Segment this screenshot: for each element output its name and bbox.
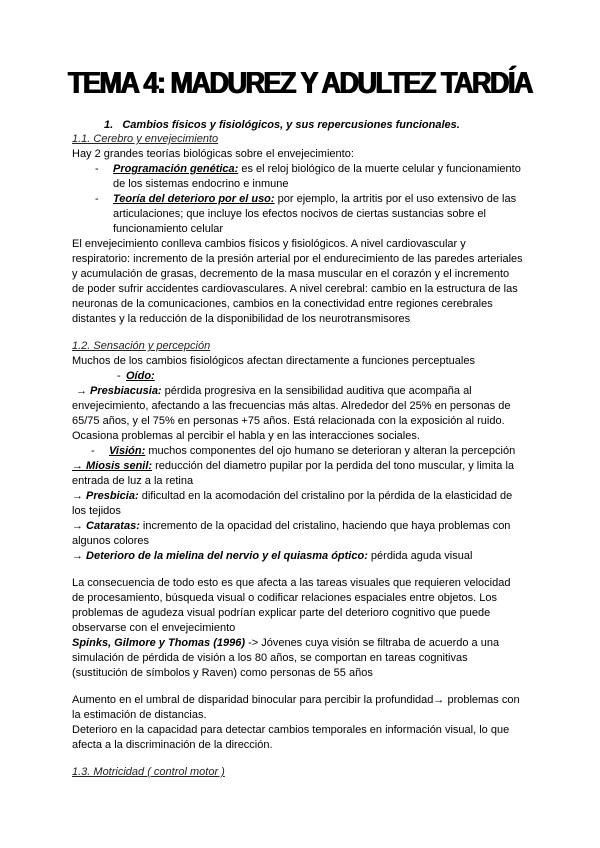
- deterioro-mielina: → Deterioro de la mielina del nervio y el quiasma óptico: pérdida aguda visual: [72, 550, 473, 562]
- bullet-dash: -: [91, 445, 95, 457]
- presbiacusia: → Presbiacusia: pérdida progresiva en la sensibilidad auditiva que acompaña al: [76, 385, 472, 397]
- paragraph-line: Hay 2 grandes teorías biológicas sobre el envejecimiento:: [72, 148, 354, 160]
- paragraph-line: los tejidos: [72, 505, 121, 517]
- paragraph-line: entrada de luz a la retina: [72, 475, 194, 487]
- section-1-2-title: 1.2. Sensación y percepción: [72, 340, 211, 352]
- paragraph-line: de procesamiento, búsqueda visual o codificar relaciones espaciales entre objetos. Los: [72, 592, 497, 604]
- paragraph-line: respiratorio: incremento de la presión arterial por el endurecimiento de las paredes arteriales: [72, 253, 523, 265]
- paragraph-line: distantes y la reducción de la disponibilidad de los neurotransmisores: [72, 313, 411, 325]
- paragraph-line: funcionamiento celular: [113, 223, 224, 235]
- bullet-dash: -: [117, 370, 121, 382]
- paragraph-line: (sustitución de símbolos y Raven) como personas de 55 años: [72, 667, 373, 679]
- paragraph-line: problemas de agudeza visual podrían explicar parte del deterioro cognitivo que puede: [72, 607, 491, 619]
- theory-wear: Teoría del deterioro por el uso: por ejemplo, la artritis por el uso extensivo de las: [113, 193, 517, 205]
- paragraph-line: neuronas de la comunicaciones, cambios en la conectividad entre regiones cerebrales: [72, 298, 493, 310]
- paragraph-line: afecta a la discriminación de la dirección.: [72, 739, 273, 751]
- paragraph-line: algunos colores: [72, 535, 150, 547]
- paragraph-line: de los sistemas endocrino e inmune: [113, 178, 289, 190]
- paragraph-line: Deterioro en la capacidad para detectar cambios temporales en información visual, lo que: [72, 724, 510, 736]
- paragraph-line: articulaciones; que incluye los efectos nocivos de ciertas sustancias sobre el: [113, 208, 486, 220]
- paragraph-line: El envejecimiento conlleva cambios físicos y fisiológicos. A nivel cardiovascular y: [72, 238, 466, 250]
- bullet-dash: -: [95, 163, 99, 175]
- paragraph-line: Aumento en el umbral de disparidad binocular para percibir la profundidad→ problemas con: [72, 694, 520, 706]
- heading-1: 1. Cambios físicos y fisiológicos, y sus repercusiones funcionales.: [104, 119, 460, 131]
- oido-heading: Oído:: [126, 370, 155, 382]
- miosis-senil: → Miosis senil: reducción del diametro pupilar por la perdida del tono muscular, y limita la: [72, 460, 515, 472]
- paragraph-line: y acumulación de grasas, decremento de la masa muscular en el corazón y el incremento: [72, 268, 510, 280]
- paragraph-line: simulación de pérdida de visión a los 80 años, se comportan en tareas cognitivas: [72, 652, 468, 664]
- vision-heading: Visión: muchos componentes del ojo humano se deterioran y alteran la percepción: [109, 445, 516, 457]
- theory-genetic: Programación genética: es el reloj biológico de la muerte celular y funcionamiento: [113, 163, 521, 175]
- cataratas: → Cataratas: incremento de la opacidad del cristalino, haciendo que haya problemas con: [72, 520, 511, 532]
- paragraph-line: envejecimiento, afectando a las frecuencias más altas. Alrededor del 25% en personas de: [72, 400, 511, 412]
- paragraph-line: 65/75 años, y el 75% en personas +75 años. Está relacionada con la exposición al ruido.: [72, 415, 505, 427]
- paragraph-line: la estimación de distancias.: [72, 709, 207, 721]
- paragraph-line: observarse con el envejecimiento: [72, 622, 236, 634]
- paragraph-line: de poder sufrir accidentes cardiovasculares. A nivel cerebral: cambio en la estructura de las: [72, 283, 518, 295]
- section-1-1-title: 1.1. Cerebro y envejecimiento: [72, 133, 219, 145]
- spinks-study: Spinks, Gilmore y Thomas (1996) -> Jóvenes cuya visión se filtraba de acuerdo a una: [72, 637, 500, 649]
- presbicia: → Presbicia: dificultad en la acomodación del cristalino por la pérdida de la elasticidad de: [72, 490, 513, 502]
- page-title: TEMA 4: MADUREZ Y ADULTEZ TARDÍA: [68, 66, 532, 100]
- paragraph-line: Muchos de los cambios fisiológicos afectan directamente a funciones perceptuales: [72, 355, 475, 367]
- paragraph-line: Ocasiona problemas al percibir el habla y en las interacciones sociales.: [72, 430, 420, 442]
- section-1-3-title: 1.3. Motricidad ( control motor ): [72, 766, 225, 778]
- bullet-dash: -: [95, 193, 99, 205]
- paragraph-line: La consecuencia de todo esto es que afecta a las tareas visuales que requieren velocidad: [72, 577, 511, 589]
